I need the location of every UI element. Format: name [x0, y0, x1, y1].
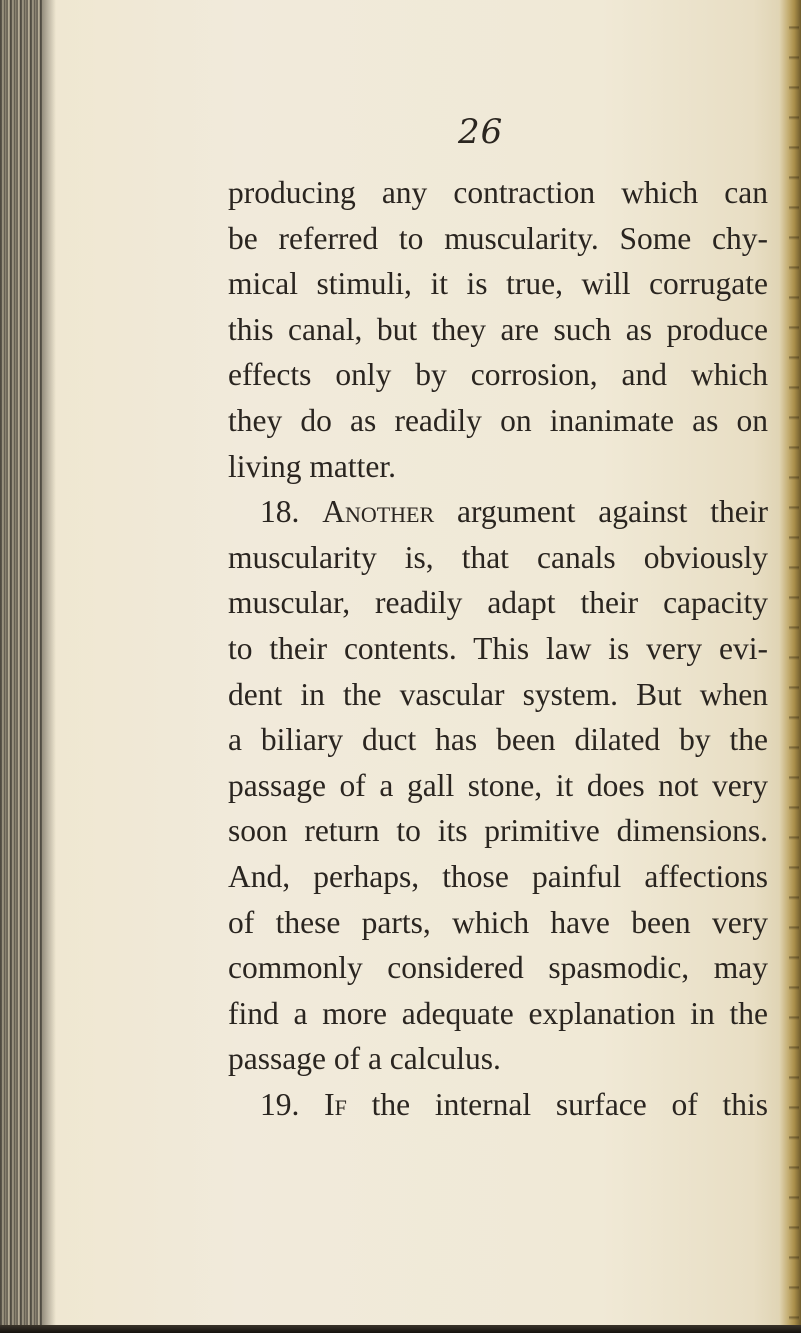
text-line: a biliary duct has been dilated by the	[228, 722, 768, 758]
paragraph-lead-word: If	[324, 1086, 347, 1122]
page-fore-edge-texture	[789, 0, 799, 1333]
paragraph-19-first-line	[228, 1082, 768, 1128]
page-bottom-edge	[0, 1325, 801, 1333]
paragraph-number: 19.	[260, 1086, 300, 1122]
text-line: commonly considered spasmodic, may	[228, 950, 768, 986]
text-line: muscularity is, that canals obviously	[228, 539, 768, 575]
body-text	[228, 170, 768, 1127]
paragraph-number: 18.	[260, 494, 300, 530]
text-line: they do as readily on inanimate as on	[228, 402, 768, 438]
paragraph-text: the internal surface of this	[371, 1086, 769, 1122]
text-line: this canal, but they are such as produce	[228, 311, 768, 347]
text-line: passage of a gall stone, it does not very	[228, 767, 768, 803]
text-line: producing any contraction which can	[228, 175, 768, 210]
binding-edge	[0, 0, 42, 1333]
text-line: living matter.	[228, 448, 396, 484]
text-line: And, perhaps, those painful affections	[228, 858, 768, 894]
text-line: passage of a calculus.	[228, 1041, 501, 1077]
paragraph-text: argument against their	[457, 494, 768, 530]
text-line: mical stimuli, it is true, will corrugate	[228, 266, 768, 302]
page-number: 26	[458, 112, 504, 152]
paragraph-18-first-line	[228, 489, 768, 535]
text-line: be referred to muscularity. Some chy-	[228, 220, 768, 256]
text-line: muscular, readily adapt their capacity	[228, 585, 768, 621]
text-line: to their contents. This law is very evi-	[228, 630, 768, 666]
paragraph-lead-word: Another	[322, 494, 435, 530]
text-line: dent in the vascular system. But when	[228, 676, 768, 712]
text-line: find a more adequate explanation in the	[228, 995, 768, 1031]
text-line: soon return to its primitive dimensions.	[228, 813, 768, 849]
text-line: of these parts, which have been very	[228, 904, 768, 940]
text-line: effects only by corrosion, and which	[228, 357, 768, 393]
gutter-shadow	[42, 0, 56, 1333]
